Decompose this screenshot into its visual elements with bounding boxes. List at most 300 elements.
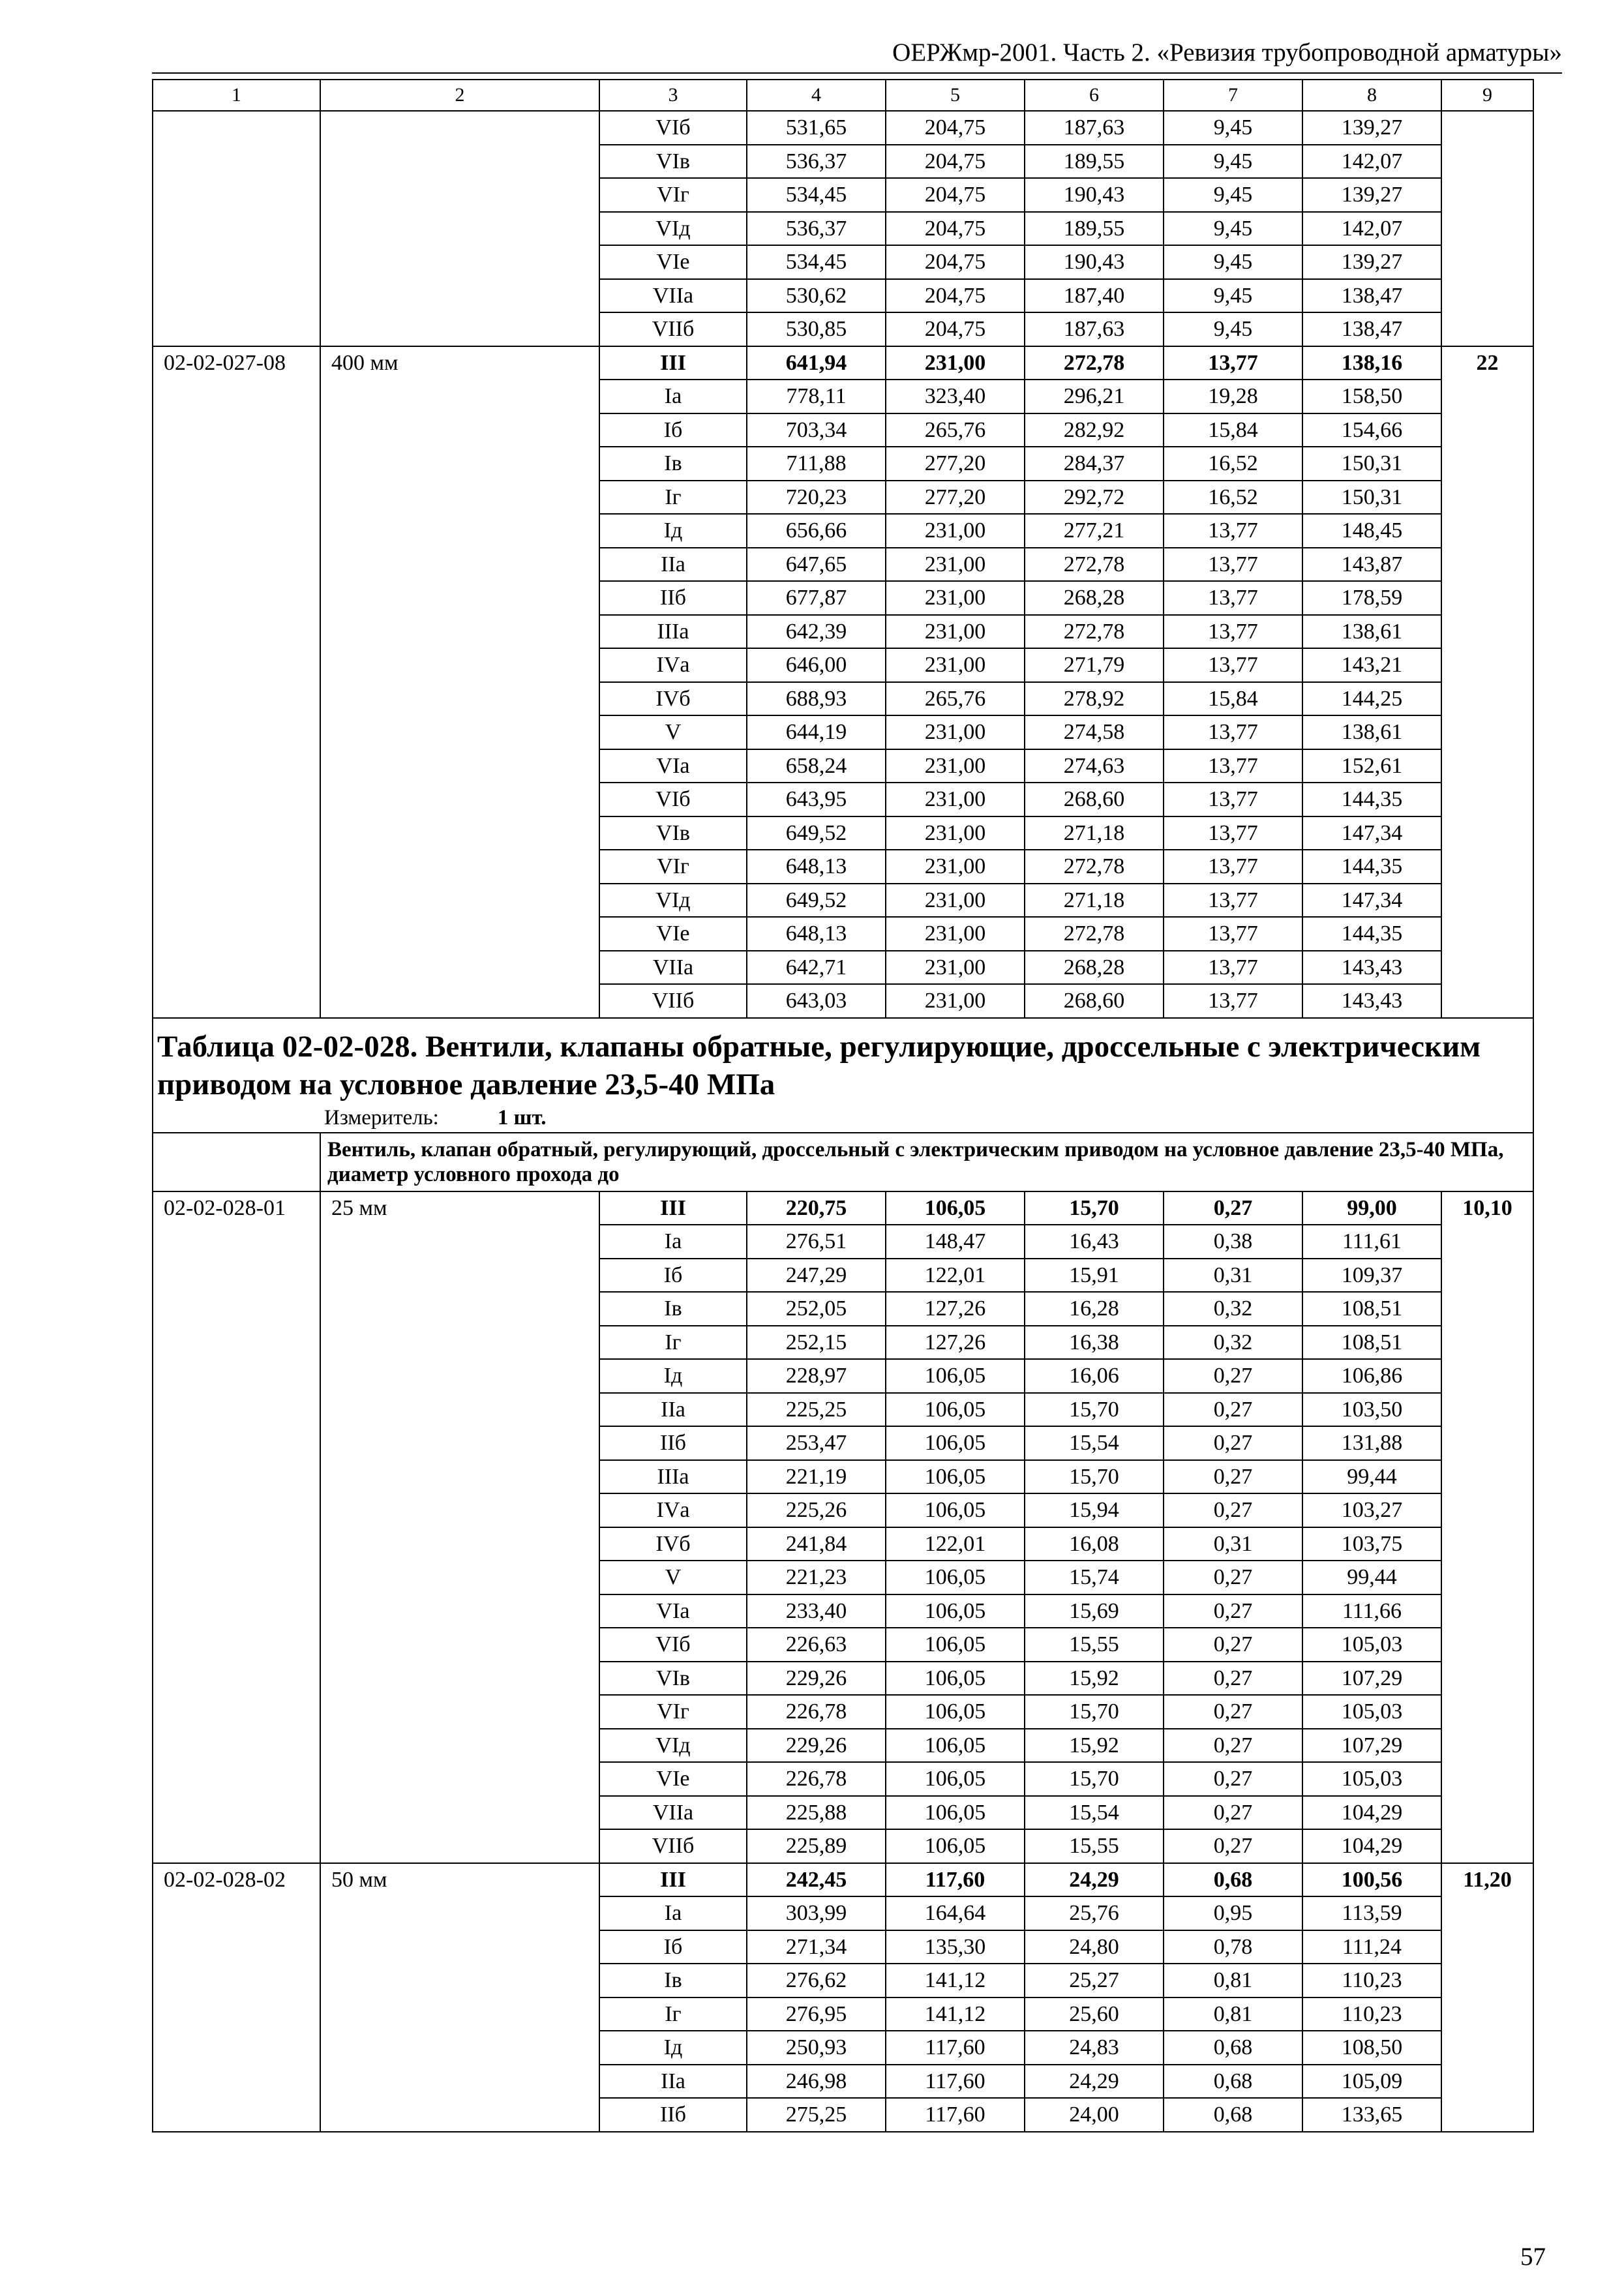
col9-cell <box>1441 1493 1533 1527</box>
table-row <box>153 1729 1533 1763</box>
value-cell: 277,20 <box>886 481 1025 515</box>
table-row <box>153 1695 1533 1729</box>
value-cell: 642,39 <box>747 615 886 649</box>
zone-cell: IVа <box>599 648 747 682</box>
value-cell: 103,50 <box>1302 1393 1441 1427</box>
col9-cell <box>1441 984 1533 1018</box>
value-cell: 204,75 <box>886 145 1025 179</box>
value-cell: 187,40 <box>1025 279 1164 313</box>
value-cell: 268,28 <box>1025 951 1164 985</box>
table-row <box>153 2031 1533 2065</box>
col9-cell <box>1441 447 1533 481</box>
description-row <box>153 1133 1533 1191</box>
name-cell <box>320 312 599 346</box>
col9-cell <box>1441 145 1533 179</box>
value-cell: 24,80 <box>1025 1930 1164 1964</box>
table-row <box>153 413 1533 447</box>
value-cell: 138,61 <box>1302 715 1441 749</box>
code-cell <box>153 380 320 413</box>
table-row <box>153 1930 1533 1964</box>
value-cell: 0,31 <box>1164 1527 1302 1561</box>
column-number: 1 <box>153 80 320 111</box>
value-cell: 111,24 <box>1302 1930 1441 1964</box>
value-cell: 106,05 <box>886 1393 1025 1427</box>
col9-cell <box>1441 884 1533 918</box>
value-cell: 147,34 <box>1302 884 1441 918</box>
table-row <box>153 1259 1533 1293</box>
code-cell <box>153 312 320 346</box>
value-cell: 122,01 <box>886 1259 1025 1293</box>
name-cell <box>320 749 599 783</box>
value-cell: 268,60 <box>1025 783 1164 816</box>
name-cell <box>320 1662 599 1696</box>
col9-cell <box>1441 816 1533 850</box>
value-cell: 282,92 <box>1025 413 1164 447</box>
code-cell <box>153 447 320 481</box>
col9-cell <box>1441 1561 1533 1594</box>
value-cell: 284,37 <box>1025 447 1164 481</box>
value-cell: 0,78 <box>1164 1930 1302 1964</box>
name-cell <box>320 548 599 582</box>
name-cell <box>320 2031 599 2065</box>
zone-cell: VIб <box>599 783 747 816</box>
value-cell: 649,52 <box>747 884 886 918</box>
value-cell: 250,93 <box>747 2031 886 2065</box>
value-cell: 127,26 <box>886 1326 1025 1360</box>
name-cell <box>320 145 599 179</box>
value-cell: 534,45 <box>747 245 886 279</box>
value-cell: 105,09 <box>1302 2065 1441 2099</box>
column-number: 5 <box>886 80 1025 111</box>
zone-cell: III <box>599 1191 747 1225</box>
code-cell <box>153 1527 320 1561</box>
value-cell: 108,51 <box>1302 1292 1441 1326</box>
code-cell <box>153 1662 320 1696</box>
zone-cell: IIб <box>599 2098 747 2132</box>
col9-cell <box>1441 1527 1533 1561</box>
column-number-row <box>153 80 1533 111</box>
value-cell: 530,85 <box>747 312 886 346</box>
value-cell: 648,13 <box>747 917 886 951</box>
value-cell: 25,27 <box>1025 1964 1164 1997</box>
value-cell: 271,79 <box>1025 648 1164 682</box>
zone-cell: Iа <box>599 1896 747 1930</box>
name-cell <box>320 581 599 615</box>
column-number: 8 <box>1302 80 1441 111</box>
table-row <box>153 682 1533 716</box>
value-cell: 15,70 <box>1025 1695 1164 1729</box>
name-cell <box>320 715 599 749</box>
value-cell: 0,81 <box>1164 1997 1302 2031</box>
name-cell <box>320 1426 599 1460</box>
col9-cell <box>1441 245 1533 279</box>
name-cell <box>320 648 599 682</box>
value-cell: 105,03 <box>1302 1762 1441 1796</box>
code-cell <box>153 1796 320 1830</box>
value-cell: 643,95 <box>747 783 886 816</box>
value-cell: 139,27 <box>1302 111 1441 145</box>
value-cell: 109,37 <box>1302 1259 1441 1293</box>
code-cell <box>153 581 320 615</box>
col9-cell: 10,10 <box>1441 1191 1533 1225</box>
value-cell: 24,83 <box>1025 2031 1164 2065</box>
zone-cell: VIIб <box>599 1829 747 1863</box>
zone-cell: Iд <box>599 1359 747 1393</box>
code-cell <box>153 1493 320 1527</box>
value-cell: 150,31 <box>1302 447 1441 481</box>
table-row <box>153 783 1533 816</box>
zone-cell: Iб <box>599 1259 747 1293</box>
table-row <box>153 648 1533 682</box>
page-header: ОЕРЖмр-2001. Часть 2. «Ревизия трубопроводной арматуры» <box>892 38 1562 67</box>
value-cell: 247,29 <box>747 1259 886 1293</box>
table-row <box>153 1460 1533 1494</box>
table-row <box>153 1359 1533 1393</box>
value-cell: 0,27 <box>1164 1359 1302 1393</box>
table-row <box>153 615 1533 649</box>
value-cell: 246,98 <box>747 2065 886 2099</box>
value-cell: 106,05 <box>886 1460 1025 1494</box>
code-cell: 02-02-027-08 <box>153 346 320 380</box>
zone-cell: Iб <box>599 413 747 447</box>
zone-cell: VIа <box>599 1594 747 1628</box>
value-cell: 178,59 <box>1302 581 1441 615</box>
zone-cell: VIе <box>599 1762 747 1796</box>
value-cell: 105,03 <box>1302 1628 1441 1662</box>
table-row <box>153 1863 1533 1897</box>
zone-cell: V <box>599 1561 747 1594</box>
col9-cell <box>1441 279 1533 313</box>
value-cell: 15,70 <box>1025 1762 1164 1796</box>
value-cell: 226,78 <box>747 1762 886 1796</box>
table-row <box>153 1964 1533 1997</box>
col9-cell <box>1441 481 1533 515</box>
value-cell: 111,66 <box>1302 1594 1441 1628</box>
value-cell: 138,61 <box>1302 615 1441 649</box>
value-cell: 15,92 <box>1025 1662 1164 1696</box>
value-cell: 150,31 <box>1302 481 1441 515</box>
value-cell: 0,27 <box>1164 1762 1302 1796</box>
column-number: 7 <box>1164 80 1302 111</box>
code-cell <box>153 951 320 985</box>
zone-cell: VIв <box>599 145 747 179</box>
value-cell: 111,61 <box>1302 1225 1441 1259</box>
name-cell <box>320 514 599 548</box>
rates-table <box>152 79 1534 2132</box>
col9-cell <box>1441 413 1533 447</box>
value-cell: 15,54 <box>1025 1796 1164 1830</box>
value-cell: 106,05 <box>886 1729 1025 1763</box>
page-number: 57 <box>1520 2243 1546 2271</box>
value-cell: 0,68 <box>1164 2098 1302 2132</box>
value-cell: 138,16 <box>1302 346 1441 380</box>
table-row <box>153 1662 1533 1696</box>
value-cell: 276,95 <box>747 1997 886 2031</box>
value-cell: 187,63 <box>1025 111 1164 145</box>
value-cell: 106,05 <box>886 1695 1025 1729</box>
value-cell: 144,25 <box>1302 682 1441 716</box>
value-cell: 9,45 <box>1164 178 1302 212</box>
zone-cell: VIа <box>599 749 747 783</box>
value-cell: 0,68 <box>1164 2065 1302 2099</box>
value-cell: 265,76 <box>886 682 1025 716</box>
value-cell: 229,26 <box>747 1729 886 1763</box>
code-cell <box>153 481 320 515</box>
zone-cell: VIд <box>599 884 747 918</box>
value-cell: 231,00 <box>886 951 1025 985</box>
value-cell: 105,03 <box>1302 1695 1441 1729</box>
value-cell: 13,77 <box>1164 548 1302 582</box>
table-row <box>153 1762 1533 1796</box>
code-cell <box>153 548 320 582</box>
value-cell: 0,27 <box>1164 1493 1302 1527</box>
value-cell: 656,66 <box>747 514 886 548</box>
column-number: 2 <box>320 80 599 111</box>
value-cell: 231,00 <box>886 749 1025 783</box>
zone-cell: Iб <box>599 1930 747 1964</box>
value-cell: 25,60 <box>1025 1997 1164 2031</box>
code-cell <box>153 648 320 682</box>
code-cell <box>153 749 320 783</box>
table-row <box>153 581 1533 615</box>
value-cell: 103,75 <box>1302 1527 1441 1561</box>
col9-cell <box>1441 1326 1533 1360</box>
table-row <box>153 1493 1533 1527</box>
value-cell: 24,00 <box>1025 2098 1164 2132</box>
value-cell: 139,27 <box>1302 178 1441 212</box>
value-cell: 231,00 <box>886 581 1025 615</box>
zone-cell: Iа <box>599 380 747 413</box>
measure-spacer <box>153 1103 320 1133</box>
table-row <box>153 1594 1533 1628</box>
value-cell: 0,27 <box>1164 1729 1302 1763</box>
value-cell: 272,78 <box>1025 615 1164 649</box>
zone-cell: III <box>599 346 747 380</box>
col9-cell <box>1441 715 1533 749</box>
value-cell: 276,62 <box>747 1964 886 1997</box>
value-cell: 187,63 <box>1025 312 1164 346</box>
value-cell: 106,05 <box>886 1359 1025 1393</box>
name-cell <box>320 481 599 515</box>
value-cell: 221,19 <box>747 1460 886 1494</box>
value-cell: 0,27 <box>1164 1460 1302 1494</box>
name-cell <box>320 1762 599 1796</box>
col9-cell <box>1441 1796 1533 1830</box>
measure-row <box>153 1103 1533 1133</box>
zone-cell: Iа <box>599 1225 747 1259</box>
value-cell: 536,37 <box>747 212 886 246</box>
value-cell: 204,75 <box>886 245 1025 279</box>
name-cell <box>320 1259 599 1293</box>
table-description: Вентиль, клапан обратный, регулирующий, дроссельный с электрическим приводом на условное давление 23,5-40 МПа, диаметр условного прохода до <box>320 1133 1533 1191</box>
code-cell <box>153 1460 320 1494</box>
code-cell <box>153 245 320 279</box>
value-cell: 0,32 <box>1164 1292 1302 1326</box>
name-cell <box>320 783 599 816</box>
name-cell <box>320 413 599 447</box>
value-cell: 9,45 <box>1164 212 1302 246</box>
table-row <box>153 481 1533 515</box>
value-cell: 9,45 <box>1164 145 1302 179</box>
value-cell: 220,75 <box>747 1191 886 1225</box>
value-cell: 303,99 <box>747 1896 886 1930</box>
table-row <box>153 1997 1533 2031</box>
zone-cell: IVб <box>599 682 747 716</box>
col9-cell <box>1441 2031 1533 2065</box>
value-cell: 274,63 <box>1025 749 1164 783</box>
zone-cell: VIб <box>599 1628 747 1662</box>
value-cell: 139,27 <box>1302 245 1441 279</box>
value-cell: 143,43 <box>1302 984 1441 1018</box>
code-cell <box>153 715 320 749</box>
col9-cell <box>1441 951 1533 985</box>
col9-cell <box>1441 1695 1533 1729</box>
value-cell: 231,00 <box>886 346 1025 380</box>
name-cell <box>320 816 599 850</box>
value-cell: 13,77 <box>1164 615 1302 649</box>
col9-cell <box>1441 1896 1533 1930</box>
code-cell <box>153 884 320 918</box>
value-cell: 122,01 <box>886 1527 1025 1561</box>
measure-cell <box>320 1103 1533 1133</box>
value-cell: 141,12 <box>886 1997 1025 2031</box>
value-cell: 113,59 <box>1302 1896 1441 1930</box>
value-cell: 110,23 <box>1302 1964 1441 1997</box>
code-cell <box>153 682 320 716</box>
value-cell: 658,24 <box>747 749 886 783</box>
table-row <box>153 951 1533 985</box>
name-cell <box>320 1729 599 1763</box>
col9-cell <box>1441 312 1533 346</box>
col9-cell <box>1441 1662 1533 1696</box>
zone-cell: VIг <box>599 850 747 884</box>
name-cell <box>320 951 599 985</box>
col9-cell <box>1441 1729 1533 1763</box>
table-row <box>153 1628 1533 1662</box>
col9-cell <box>1441 548 1533 582</box>
code-cell <box>153 615 320 649</box>
code-cell <box>153 2065 320 2099</box>
col9-cell <box>1441 581 1533 615</box>
table-row <box>153 816 1533 850</box>
code-cell <box>153 984 320 1018</box>
col9-cell <box>1441 178 1533 212</box>
value-cell: 24,29 <box>1025 1863 1164 1897</box>
value-cell: 13,77 <box>1164 850 1302 884</box>
value-cell: 0,31 <box>1164 1259 1302 1293</box>
value-cell: 106,05 <box>886 1796 1025 1830</box>
code-cell: 02-02-028-01 <box>153 1191 320 1225</box>
value-cell: 117,60 <box>886 2098 1025 2132</box>
value-cell: 271,18 <box>1025 884 1164 918</box>
col9-cell <box>1441 1359 1533 1393</box>
value-cell: 253,47 <box>747 1426 886 1460</box>
code-cell <box>153 783 320 816</box>
value-cell: 252,05 <box>747 1292 886 1326</box>
name-cell <box>320 279 599 313</box>
value-cell: 0,68 <box>1164 2031 1302 2065</box>
value-cell: 15,55 <box>1025 1628 1164 1662</box>
value-cell: 154,66 <box>1302 413 1441 447</box>
table-row <box>153 514 1533 548</box>
value-cell: 16,08 <box>1025 1527 1164 1561</box>
table-row <box>153 245 1533 279</box>
name-cell <box>320 1225 599 1259</box>
column-number: 6 <box>1025 80 1164 111</box>
code-cell <box>153 1964 320 1997</box>
value-cell: 99,44 <box>1302 1460 1441 1494</box>
value-cell: 106,05 <box>886 1191 1025 1225</box>
code-cell <box>153 2031 320 2065</box>
value-cell: 15,70 <box>1025 1191 1164 1225</box>
name-cell <box>320 917 599 951</box>
value-cell: 143,87 <box>1302 548 1441 582</box>
value-cell: 106,05 <box>886 1628 1025 1662</box>
col9-cell <box>1441 212 1533 246</box>
name-cell <box>320 212 599 246</box>
table-body <box>153 80 1533 2132</box>
table-row <box>153 312 1533 346</box>
table-row <box>153 749 1533 783</box>
value-cell: 104,29 <box>1302 1796 1441 1830</box>
value-cell: 221,23 <box>747 1561 886 1594</box>
value-cell: 24,29 <box>1025 2065 1164 2099</box>
value-cell: 15,54 <box>1025 1426 1164 1460</box>
value-cell: 225,26 <box>747 1493 886 1527</box>
value-cell: 277,20 <box>886 447 1025 481</box>
code-cell <box>153 1829 320 1863</box>
value-cell: 16,43 <box>1025 1225 1164 1259</box>
zone-cell: IIIа <box>599 615 747 649</box>
value-cell: 0,27 <box>1164 1393 1302 1427</box>
value-cell: 0,27 <box>1164 1561 1302 1594</box>
value-cell: 15,92 <box>1025 1729 1164 1763</box>
value-cell: 106,05 <box>886 1561 1025 1594</box>
value-cell: 534,45 <box>747 178 886 212</box>
zone-cell: Iд <box>599 514 747 548</box>
col9-cell <box>1441 1225 1533 1259</box>
value-cell: 272,78 <box>1025 548 1164 582</box>
value-cell: 9,45 <box>1164 312 1302 346</box>
value-cell: 265,76 <box>886 413 1025 447</box>
value-cell: 231,00 <box>886 783 1025 816</box>
code-cell: 02-02-028-02 <box>153 1863 320 1897</box>
value-cell: 292,72 <box>1025 481 1164 515</box>
value-cell: 231,00 <box>886 715 1025 749</box>
name-cell: 50 мм <box>320 1863 599 1897</box>
value-cell: 15,74 <box>1025 1561 1164 1594</box>
name-cell <box>320 1326 599 1360</box>
value-cell: 226,63 <box>747 1628 886 1662</box>
value-cell: 271,34 <box>747 1930 886 1964</box>
name-cell <box>320 1561 599 1594</box>
value-cell: 142,07 <box>1302 145 1441 179</box>
value-cell: 189,55 <box>1025 145 1164 179</box>
code-cell <box>153 1259 320 1293</box>
value-cell: 13,77 <box>1164 951 1302 985</box>
value-cell: 204,75 <box>886 111 1025 145</box>
zone-cell: VIе <box>599 245 747 279</box>
value-cell: 275,25 <box>747 2098 886 2132</box>
code-cell <box>153 1628 320 1662</box>
name-cell <box>320 984 599 1018</box>
value-cell: 204,75 <box>886 212 1025 246</box>
zone-cell: VIв <box>599 1662 747 1696</box>
zone-cell: IIа <box>599 548 747 582</box>
code-cell <box>153 816 320 850</box>
code-cell <box>153 1326 320 1360</box>
name-cell <box>320 111 599 145</box>
